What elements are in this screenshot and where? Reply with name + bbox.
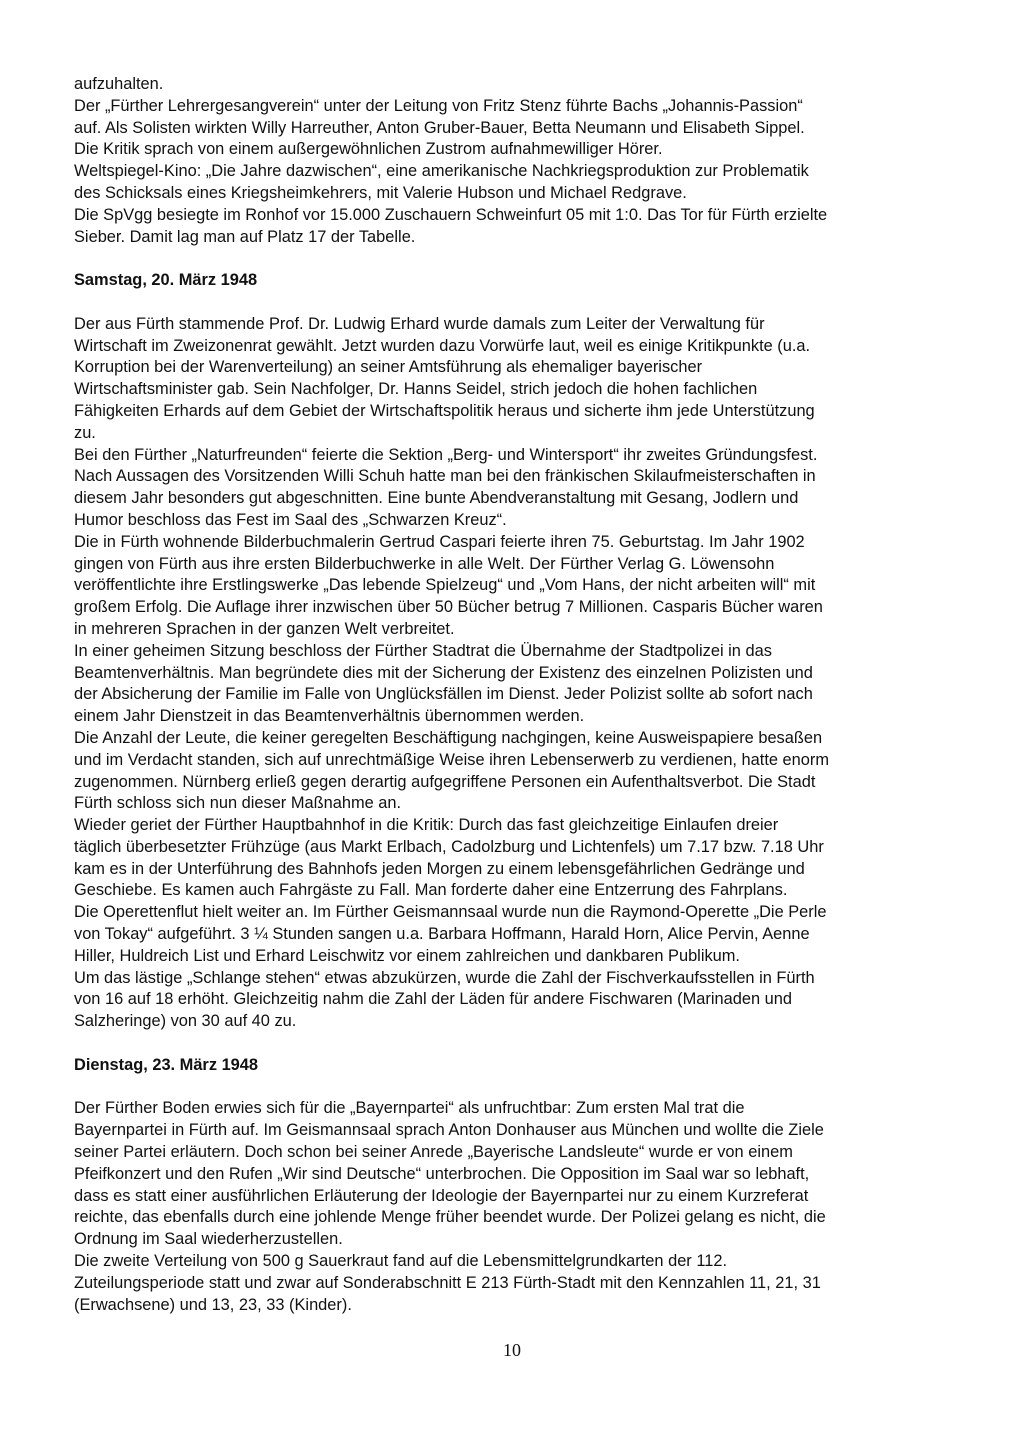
spacer <box>74 1077 954 1099</box>
paragraph-samstag-entries: Der aus Fürth stammende Prof. Dr. Ludwig Erhard wurde damals zum Leiter der Verwaltung für Wirtschaft im Zweizonenrat gewählt. Jetzt wurden dazu Vorwürfe laut, weil es einige Kritikpunkte (u.a. Korruption bei der Warenverteilung) an seiner Amtsführung als ehemaliger bayerischer Wirtschaftsminister gab. Sein Nachfolger, Dr. Hanns Seidel, strich jedoch die hohen fachlichen Fähigkeiten Erhards auf dem Gebiet der Wirtschaftspolitik heraus und sicherte ihm jede Unterstützung zu. Bei den Fürther „Naturfreunden“ feierte die Sektion „Berg- und Wintersport“ ihr zweites Gründungsfest. Nach Aussagen des Vorsitzenden Willi Schuh hatte man bei den fränkischen Skilaufmeisterschaften in diesem Jahr besonders gut abgeschnitten. Eine bunte Abendveranstaltung mit Gesang, Jodlern und Humor beschloss das Fest im Saal des „Schwarzen Kreuz“. Die in Fürth wohnende Bilderbuchmalerin Gertrud Caspari feierte ihren 75. Geburtstag. Im Jahr 1902 gingen von Fürth aus ihre ersten Bilderbuchwerke in alle Welt. Der Fürther Verlag G. Löwensohn veröffentlichte ihre Erstlingswerke „Das lebende Spielzeug“ und „Vom Hans, der nicht arbeiten will“ mit großem Erfolg. Die Auflage ihrer inzwischen über 50 Bücher betrug 7 Millionen. Casparis Bücher waren in mehreren Sprachen in der ganzen Welt verbreitet. In einer geheimen Sitzung beschloss der Fürther Stadtrat die Übernahme der Stadtpolizei in das Beamtenverhältnis. Man begründete dies mit der Sicherung der Existenz des einzelnen Polizisten und der Absicherung der Familie im Falle von Unglücksfällen im Dienst. Jeder Polizist sollte ab sofort nach einem Jahr Dienstzeit in das Beamtenverhältnis übernommen werden. Die Anzahl der Leute, die keiner geregelten Beschäftigung nachgingen, keine Ausweispapiere besaßen und im Verdacht standen, sich auf unrechtmäßige Weise ihren Lebenserwerb zu verdienen, hatte enorm zugenommen. Nürnberg erließ gegen derartig aufgegriffene Personen ein Aufenthaltsverbot. Die Stadt Fürth schloss sich nun dieser Maßnahme an. Wieder geriet der Fürther Hauptbahnhof in die Kritik: Durch das fast gleichzeitige Einlaufen dreier täglich überbesetzter Frühzüge (aus Markt Erlbach, Cadolzburg und Lichtenfels) um 7.17 bzw. 7.18 Uhr kam es in der Unterführung des Bahnhofs jeden Morgen zu einem lebensgefährlichen Gedränge und Geschiebe. Es kamen auch Fahrgäste zu Fall. Man forderte daher eine Entzerrung des Fahrplans. Die Operettenflut hielt weiter an. Im Fürther Geismannsaal wurde nun die Raymond-Operette „Die Perle von Tokay“ aufgeführt. 3 ¼ Stunden sangen u.a. Barbara Hoffmann, Harald Horn, Alice Pervin, Aenne Hiller, Huldreich List und Erhard Leischwitz vor einem zahlreichen und dankbaren Publikum. Um das lästige „Schlange stehen“ etwas abzukürzen, wurde die Zahl der Fischverkaufsstellen in Fürth von 16 auf 18 erhöht. Gleichzeitig nahm die Zahl der Läden für andere Fischwaren (Marinaden und Salzheringe) von 30 auf 40 zu. <box>74 314 830 1031</box>
paragraph-previous-day-continuation: aufzuhalten. Der „Fürther Lehrergesangverein“ unter der Leitung von Fritz Stenz führte Bachs „Johannis-Passion“ auf. Als Solisten wirkten Willy Harreuther, Anton Gruber-Bauer, Betta Neumann und Elisabeth Sippel. Die Kritik sprach von einem außergewöhnlichen Zustrom aufnahmewilliger Hörer. Weltspiegel-Kino: „Die Jahre dazwischen“, eine amerikanische Nachkriegsproduktion zur Problematik des Schicksals eines Kriegsheimkehrers, mit Valerie Hubson und Michael Redgrave. Die SpVgg besiegte im Ronhof vor 15.000 Zuschauern Schweinfurt 05 mit 1:0. Das Tor für Fürth erzielte Sieber. Damit lag man auf Platz 17 der Tabelle. <box>74 75 828 246</box>
spacer <box>74 292 954 314</box>
document-page <box>74 74 954 1316</box>
date-heading-samstag: Samstag, 20. März 1948 <box>74 271 258 290</box>
page-number: 10 <box>503 1340 521 1360</box>
spacer <box>74 248 954 270</box>
date-heading-dienstag: Dienstag, 23. März 1948 <box>74 1055 259 1074</box>
paragraph-dienstag-entries: Der Fürther Boden erwies sich für die „Bayernpartei“ als unfruchtbar: Zum ersten Mal trat die Bayernpartei in Fürth auf. Im Geismannsaal sprach Anton Donhauser aus München und wollte die Ziele seiner Partei erläutern. Doch schon bei seiner Anrede „Bayerische Landsleute“ wurde er von einem Pfeifkonzert und den Rufen „Wir sind Deutsche“ unterbrochen. Die Opposition im Saal war so lebhaft, dass es statt einer ausführlichen Erläuterung der Ideologie der Bayernpartei nur zu einem Kurzreferat reichte, das ebenfalls durch eine johlende Menge früher beendet wurde. Der Polizei gelang es nicht, die Ordnung im Saal wiederherzustellen. Die zweite Verteilung von 500 g Sauerkraut fand auf die Lebensmittelgrundkarten der 112. Zuteilungsperiode statt und zwar auf Sonderabschnitt E 213 Fürth-Stadt mit den Kennzahlen 11, 21, 31 (Erwachsene) und 13, 23, 33 (Kinder). <box>74 1099 826 1314</box>
spacer <box>74 1033 954 1055</box>
